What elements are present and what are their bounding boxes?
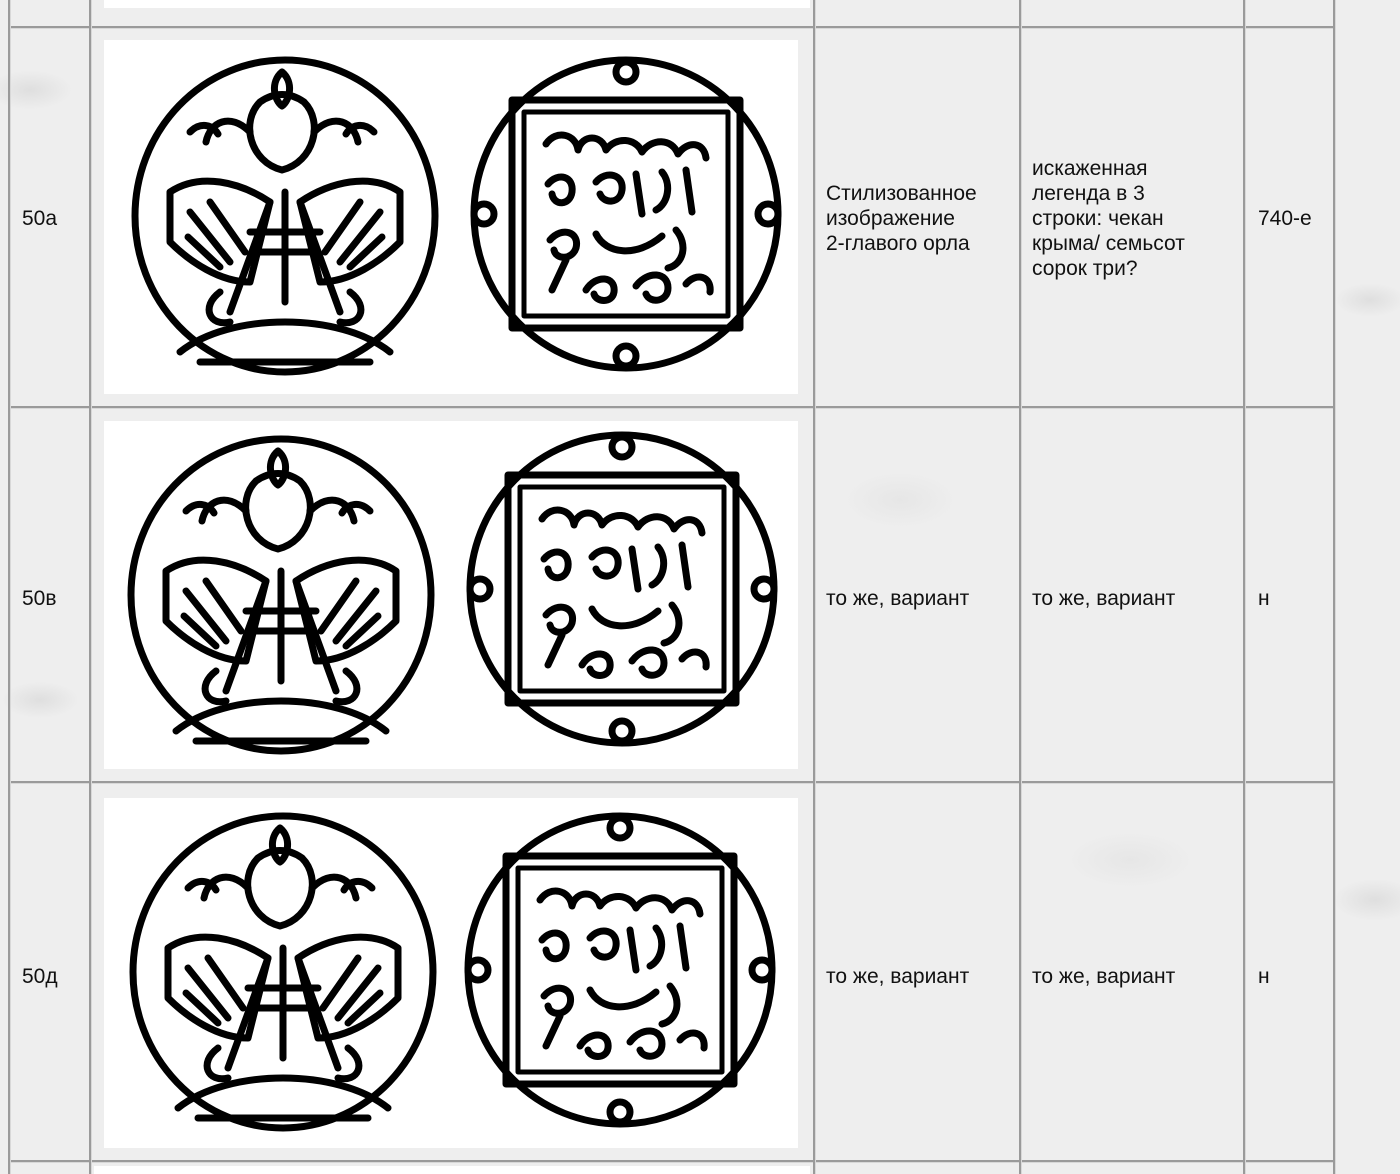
obverse-description: то же, вариант <box>826 965 970 988</box>
arabic-legend-coin-icon <box>470 435 774 743</box>
row-divider <box>8 1160 1336 1163</box>
coin-image <box>104 421 798 769</box>
row-divider <box>8 26 1336 29</box>
column-divider <box>813 0 816 1174</box>
obverse-description: Стилизованное изображение 2-главого орла <box>826 182 977 255</box>
coin-date: н <box>1258 965 1270 988</box>
double-headed-eagle-coin-icon <box>135 60 435 372</box>
obverse-description: то же, вариант <box>826 587 970 610</box>
double-headed-eagle-coin-icon <box>133 816 433 1128</box>
reverse-description: то же, вариант <box>1032 965 1176 988</box>
column-divider <box>8 0 11 1174</box>
arabic-legend-coin-icon <box>468 816 772 1124</box>
next-row-image-edge <box>94 1166 810 1174</box>
column-divider <box>1333 0 1336 1174</box>
coin-date: 740-е <box>1258 207 1312 230</box>
reverse-description: то же, вариант <box>1032 587 1176 610</box>
double-headed-eagle-coin-icon <box>131 439 431 751</box>
reverse-description: искаженная легенда в 3 строки: чекан крыма/ семьсот сорок три? <box>1032 157 1185 280</box>
coin-number: 50д <box>22 965 58 988</box>
coin-image <box>104 40 798 394</box>
coin-image <box>104 798 798 1148</box>
coin-date: н <box>1258 587 1270 610</box>
column-divider <box>89 0 92 1174</box>
coin-number: 50в <box>22 587 57 610</box>
column-divider <box>1019 0 1022 1174</box>
row-divider <box>8 781 1336 784</box>
row-divider <box>8 406 1336 409</box>
coin-number: 50а <box>22 207 58 230</box>
arabic-legend-coin-icon <box>474 60 778 368</box>
previous-row-image-edge <box>104 0 810 8</box>
column-divider <box>1243 0 1246 1174</box>
